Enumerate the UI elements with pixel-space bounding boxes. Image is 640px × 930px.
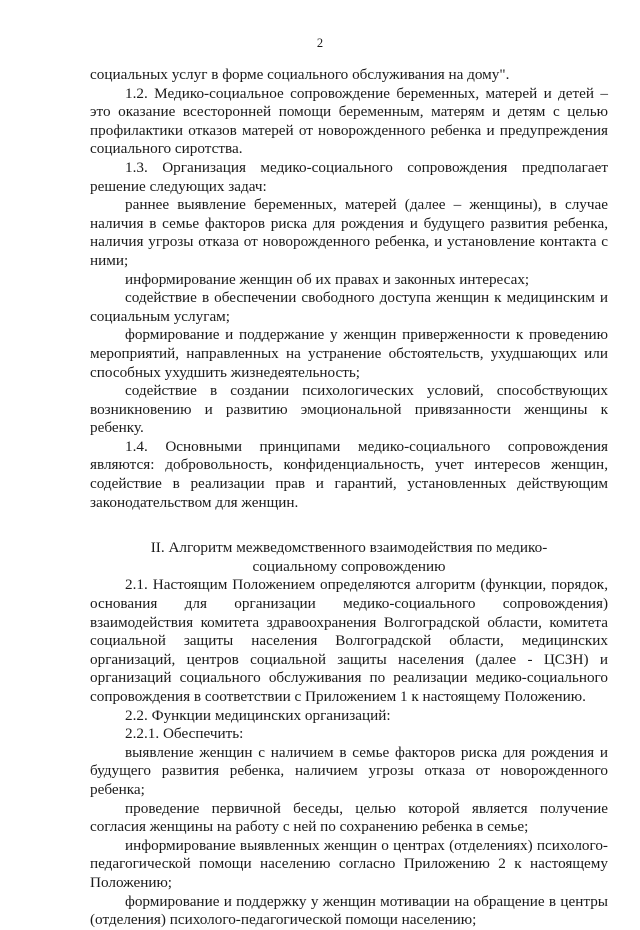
task-access: содействие в обеспечении свободного доступа женщин к медицинским и социальным услугам; [90,289,608,325]
task-psychological: содействие в создании психологических условий, способствующих возникновению и развитию эмоциональной привязанности женщины к ребенку. [90,382,608,437]
section-heading-line-2: социальному сопровождению [252,557,446,575]
section-heading-line-1: II. Алгоритм межведомственного взаимодействия по медико- [150,539,548,557]
duty-first-talk: проведение первичной беседы, целью которой является получение согласия женщины на работу с ней по сохранению ребенка в семье; [90,799,608,836]
paragraph-1-2: 1.2. Медико-социальное сопровождение беременных, матерей и детей – это оказание всесторонней помощи беременным, матерям и детям с целью профилактики отказов матерей от новорожденного ребенка и предупреждения социального сиротства. [90,84,608,158]
paragraph-2-2-1: 2.2.1. Обеспечить: [125,725,244,743]
task-commitment: формирование и поддержание у женщин приверженности к проведению мероприятий, направленных на устранение обстоятельств, ухудшающих или способных ухудшить жизнедеятельность; [90,326,608,381]
duty-detection: выявление женщин с наличием в семье факторов риска для рождения и будущего развития ребенка, наличием угрозы отказа от новорожденного ребенка; [90,743,608,798]
section-heading [90,539,608,576]
task-early-detection: раннее выявление беременных, матерей (далее – женщины), в случае наличия в семье факторов риска для рождения и будущего развития ребенка, наличия угрозы отказа от новорожденного ребенка, и установление контакта с ними; [90,196,608,269]
paragraph-1-4: 1.4. Основными принципами медико-социального сопровождения являются: добровольность, конфиденциальность, учет интересов женщин, содействие в реализации прав и гарантий, установленных действующим законодательством для женщин. [90,437,608,511]
paragraph-continuation: социальных услуг в форме социального обслуживания на дому". [90,66,510,83]
duty-motivation: формирование и поддержку у женщин мотивации на обращение в центры (отделения) психолого-педагогической помощи населению; [90,892,608,929]
page-number: 2 [316,36,324,50]
duty-informing-centers: информирование выявленных женщин о центрах (отделениях) психолого-педагогической помощи населению согласно Приложению 2 к настоящему Положению; [90,836,608,891]
document-body [90,66,608,930]
paragraph-2-1: 2.1. Настоящим Положением определяются алгоритм (функции, порядок, основания для организации медико-социального сопровождения) взаимодействия комитета здравоохранения Волгоградской области, комитета социальной защиты населения Волгоградской области, медицинских организаций, центров социальной защиты населения (далее - ЦСЗН) и организаций социального обслуживания по реализации медико-социального сопровождения в соответствии с Приложением 1 к настоящему Положению. [90,576,608,705]
paragraph-1-3: 1.3. Организация медико-социального сопровождения предполагает решение следующих задач: [90,158,608,195]
paragraph-2-2: 2.2. Функции медицинских организаций: [125,706,391,724]
task-informing: информирование женщин об их правах и законных интересах; [125,270,530,288]
